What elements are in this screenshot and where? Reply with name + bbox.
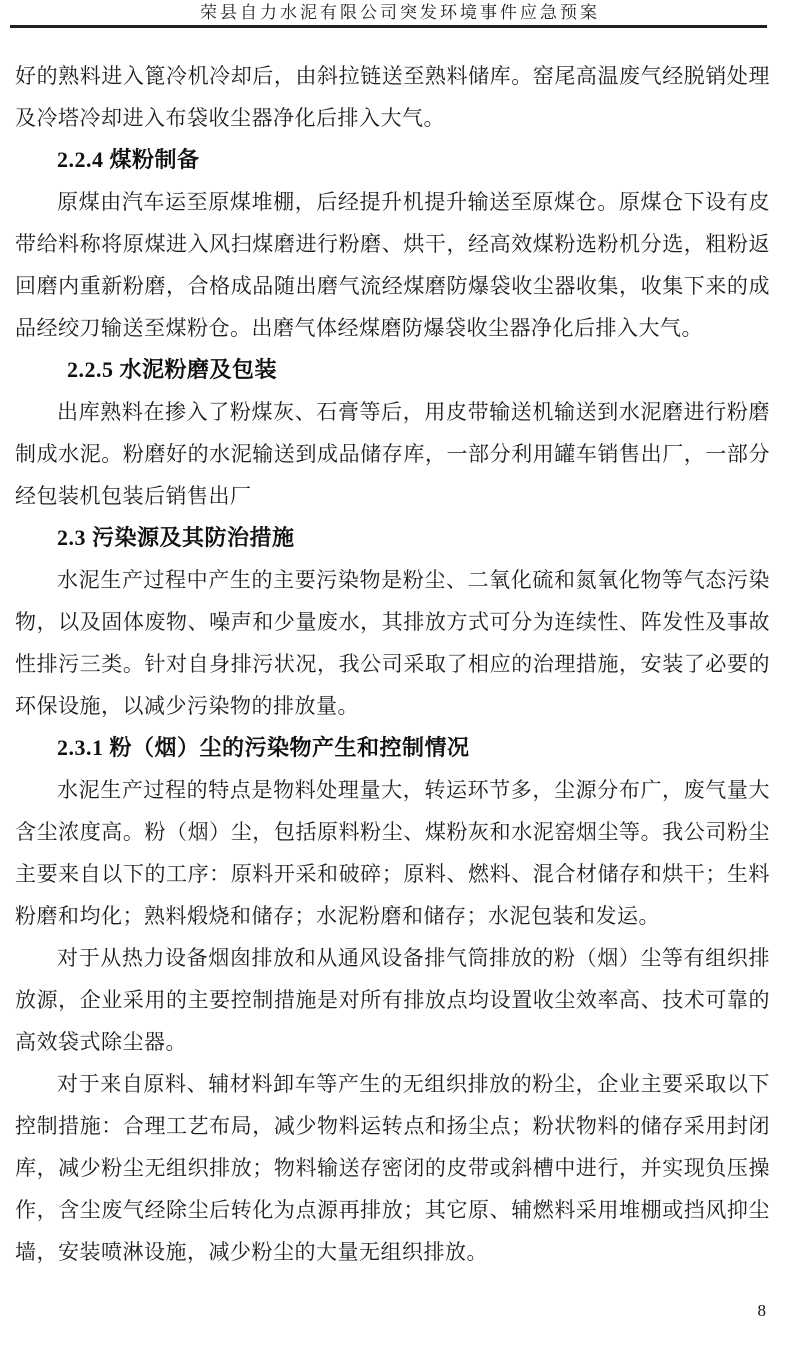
- section-heading-2-2-4: 2.2.4 煤粉制备: [57, 147, 200, 172]
- header-title: 荣县自力水泥有限公司突发环境事件应急预案: [200, 3, 600, 22]
- document-body: [0, 28, 800, 1273]
- section-heading-2-3-1: 2.3.1 粉（烟）尘的污染物产生和控制情况: [57, 735, 470, 760]
- paragraph-pollution-sources: 水泥生产过程中产生的主要污染物是粉尘、二氧化硫和氮氧化物等气态污染物，以及固体废物、噪声和少量废水，其排放方式可分为连续性、阵发性及事故性排污三类。针对自身排污状况，我公司采取了相应的治理措施，安装了必要的环保设施，以减少污染物的排放量。: [15, 568, 770, 718]
- paragraph-fugitive-emission-control: 对于来自原料、辅材料卸车等产生的无组织排放的粉尘，企业主要采取以下控制措施：合理工艺布局，减少物料运转点和扬尘点；粉状物料的储存采用封闭库，减少粉尘无组织排放；物料输送存密闭的皮带或斜槽中进行，并实现负压操作，含尘废气经除尘后转化为点源再排放；其它原、辅燃料采用堆棚或挡风抑尘墙，安装喷淋设施，减少粉尘的大量无组织排放。: [15, 1072, 770, 1264]
- paragraph-dust-characteristics: 水泥生产过程的特点是物料处理量大，转运环节多，尘源分布广，废气量大含尘浓度高。粉（烟）尘，包括原料粉尘、煤粉灰和水泥窑烟尘等。我公司粉尘主要来自以下的工序：原料开采和破碎；原料、燃料、混合材储存和烘干；生料粉磨和均化；熟料煅烧和储存；水泥粉磨和储存；水泥包装和发运。: [15, 778, 770, 928]
- page-number: 8: [757, 1301, 766, 1320]
- section-heading-2-3: 2.3 污染源及其防治措施: [57, 525, 295, 550]
- paragraph-coal-preparation: 原煤由汽车运至原煤堆棚，后经提升机提升输送至原煤仓。原煤仓下设有皮带给料称将原煤进入风扫煤磨进行粉磨、烘干，经高效煤粉选粉机分选，粗粉返回磨内重新粉磨，合格成品随出磨气流经煤磨防爆袋收尘器收集，收集下来的成品经绞刀输送至煤粉仓。出磨气体经煤磨防爆袋收尘器净化后排入大气。: [15, 190, 770, 340]
- paragraph-continuation: 好的熟料进入篦冷机冷却后，由斜拉链送至熟料储库。窑尾高温废气经脱销处理及冷塔冷却进入布袋收尘器净化后排入大气。: [15, 64, 770, 130]
- page-header: [0, 0, 800, 28]
- section-heading-2-2-5: 2.2.5 水泥粉磨及包装: [67, 357, 278, 382]
- paragraph-cement-grinding-packing: 出库熟料在掺入了粉煤灰、石膏等后，用皮带输送机输送到水泥磨进行粉磨制成水泥。粉磨好的水泥输送到成品储存库，一部分利用罐车销售出厂，一部分经包装机包装后销售出厂: [15, 400, 770, 508]
- paragraph-organized-emission-control: 对于从热力设备烟囱排放和从通风设备排气筒排放的粉（烟）尘等有组织排放源，企业采用的主要控制措施是对所有排放点均设置收尘效率高、技术可靠的高效袋式除尘器。: [15, 946, 770, 1054]
